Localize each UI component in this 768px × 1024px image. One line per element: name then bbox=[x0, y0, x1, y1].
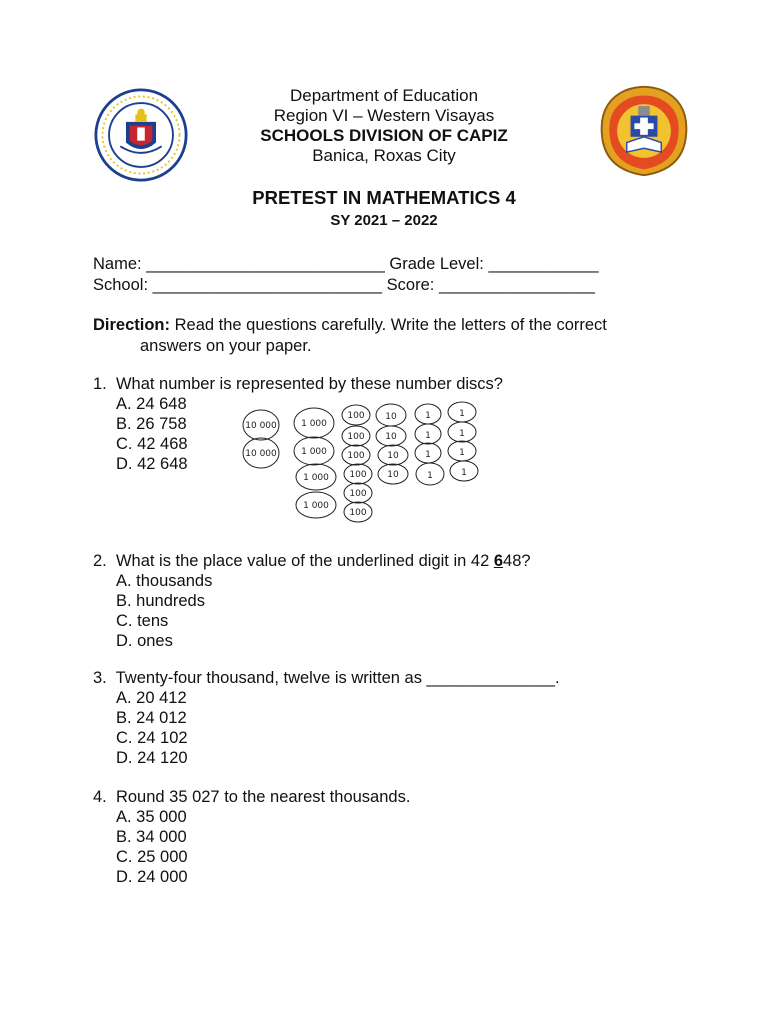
option-c: C. 25 000 bbox=[116, 848, 188, 866]
option-d: D. ones bbox=[116, 632, 173, 650]
disc-hundred bbox=[344, 502, 372, 522]
question-3 bbox=[93, 668, 560, 768]
option-a: A. 35 000 bbox=[116, 808, 187, 826]
option-c: C. 42 468 bbox=[116, 435, 188, 453]
disc-hundred bbox=[342, 426, 370, 446]
name-label: Name: bbox=[93, 255, 142, 273]
question-stem: Round 35 027 to the nearest thousands. bbox=[115, 788, 411, 806]
disc-one bbox=[415, 443, 441, 463]
svg-text:1: 1 bbox=[459, 448, 465, 458]
question-stem-end: 48? bbox=[503, 552, 531, 570]
svg-text:10: 10 bbox=[385, 432, 397, 442]
svg-text:10 000: 10 000 bbox=[245, 449, 277, 459]
number-discs-figure bbox=[242, 400, 482, 525]
question-stem: What is the place value of the underlined digit in 42 bbox=[115, 552, 494, 570]
option-d: D. 24 000 bbox=[116, 868, 188, 886]
question-4 bbox=[93, 787, 410, 887]
school-year: SY 2021 – 2022 bbox=[330, 212, 438, 229]
division-name: SCHOOLS DIVISION OF CAPIZ bbox=[260, 126, 508, 145]
svg-text:1: 1 bbox=[425, 411, 431, 421]
direction-text: Read the questions carefully. Write the letters of the correct bbox=[174, 316, 607, 334]
disc-thousand bbox=[294, 408, 334, 438]
direction-label: Direction: bbox=[93, 316, 171, 334]
student-info-fields bbox=[93, 254, 599, 296]
svg-text:100: 100 bbox=[349, 470, 367, 480]
svg-text:1: 1 bbox=[427, 471, 433, 481]
field-row-1 bbox=[93, 254, 599, 275]
disc-ten bbox=[378, 445, 408, 465]
svg-text:10: 10 bbox=[385, 412, 397, 422]
disc-hundred bbox=[344, 464, 372, 484]
svg-text:10: 10 bbox=[387, 451, 399, 461]
option-c: C. tens bbox=[116, 612, 169, 630]
letterhead bbox=[0, 86, 768, 166]
region-name: Region VI – Western Visayas bbox=[273, 106, 495, 125]
disc-hundred bbox=[342, 445, 370, 465]
svg-text:100: 100 bbox=[347, 411, 365, 421]
question-stem: Twenty-four thousand, twelve is written as ______________. bbox=[115, 669, 560, 687]
svg-text:100: 100 bbox=[349, 489, 367, 499]
department-name: Department of Education bbox=[289, 86, 479, 105]
svg-text:1: 1 bbox=[425, 450, 431, 460]
svg-text:1 000: 1 000 bbox=[303, 473, 329, 483]
svg-text:1 000: 1 000 bbox=[303, 501, 329, 511]
question-number: 1. bbox=[93, 375, 107, 393]
division-address: Banica, Roxas City bbox=[312, 146, 456, 165]
score-blank: _________________ bbox=[438, 276, 595, 294]
svg-text:100: 100 bbox=[347, 451, 365, 461]
question-number: 4. bbox=[93, 788, 107, 806]
grade-level-label: Grade Level: bbox=[389, 255, 484, 273]
disc-one bbox=[448, 422, 476, 442]
disc-ten bbox=[378, 464, 408, 484]
disc-one bbox=[448, 441, 476, 461]
disc-ten-thousand bbox=[243, 438, 279, 468]
svg-text:1 000: 1 000 bbox=[301, 447, 327, 457]
underlined-digit: 6 bbox=[493, 552, 504, 570]
svg-text:1: 1 bbox=[461, 468, 467, 478]
option-a: A. 24 648 bbox=[116, 395, 187, 413]
field-row-2 bbox=[93, 275, 599, 296]
svg-text:1: 1 bbox=[425, 431, 431, 441]
disc-one bbox=[415, 404, 441, 424]
score-label: Score: bbox=[386, 276, 435, 294]
question-2 bbox=[93, 551, 531, 651]
svg-text:100: 100 bbox=[349, 508, 367, 518]
disc-one bbox=[448, 402, 476, 422]
option-a: A. thousands bbox=[116, 572, 213, 590]
direction-text-cont: answers on your paper. bbox=[140, 337, 312, 355]
disc-thousand bbox=[294, 437, 334, 465]
disc-one bbox=[415, 424, 441, 444]
test-title: PRETEST IN MATHEMATICS 4 bbox=[252, 187, 516, 208]
svg-text:100: 100 bbox=[347, 432, 365, 442]
disc-thousand bbox=[296, 492, 336, 518]
disc-ten bbox=[376, 426, 406, 446]
question-number: 2. bbox=[93, 552, 107, 570]
question-number: 3. bbox=[93, 669, 107, 687]
disc-ten bbox=[376, 404, 406, 426]
option-b: B. 26 758 bbox=[116, 415, 187, 433]
disc-hundred bbox=[344, 483, 372, 503]
svg-text:1 000: 1 000 bbox=[301, 419, 327, 429]
option-c: C. 24 102 bbox=[116, 729, 188, 747]
grade-level-blank: ____________ bbox=[488, 255, 599, 273]
disc-thousand bbox=[296, 464, 336, 490]
school-blank: _________________________ bbox=[152, 276, 383, 294]
name-blank: __________________________ bbox=[146, 255, 385, 273]
disc-ten-thousand bbox=[243, 410, 279, 440]
disc-hundred bbox=[342, 405, 370, 425]
option-d: D. 24 120 bbox=[116, 749, 188, 767]
option-d: D. 42 648 bbox=[116, 455, 188, 473]
direction bbox=[93, 315, 693, 357]
option-b: B. 34 000 bbox=[116, 828, 187, 846]
option-b: B. hundreds bbox=[116, 592, 205, 610]
option-b: B. 24 012 bbox=[116, 709, 187, 727]
disc-one bbox=[416, 463, 444, 485]
school-label: School: bbox=[93, 276, 149, 294]
svg-text:1: 1 bbox=[459, 409, 465, 419]
option-a: A. 20 412 bbox=[116, 689, 187, 707]
svg-text:1: 1 bbox=[459, 429, 465, 439]
svg-text:10: 10 bbox=[387, 470, 399, 480]
question-stem: What number is represented by these number discs? bbox=[115, 375, 503, 393]
svg-text:10 000: 10 000 bbox=[245, 421, 277, 431]
disc-one bbox=[450, 461, 478, 481]
